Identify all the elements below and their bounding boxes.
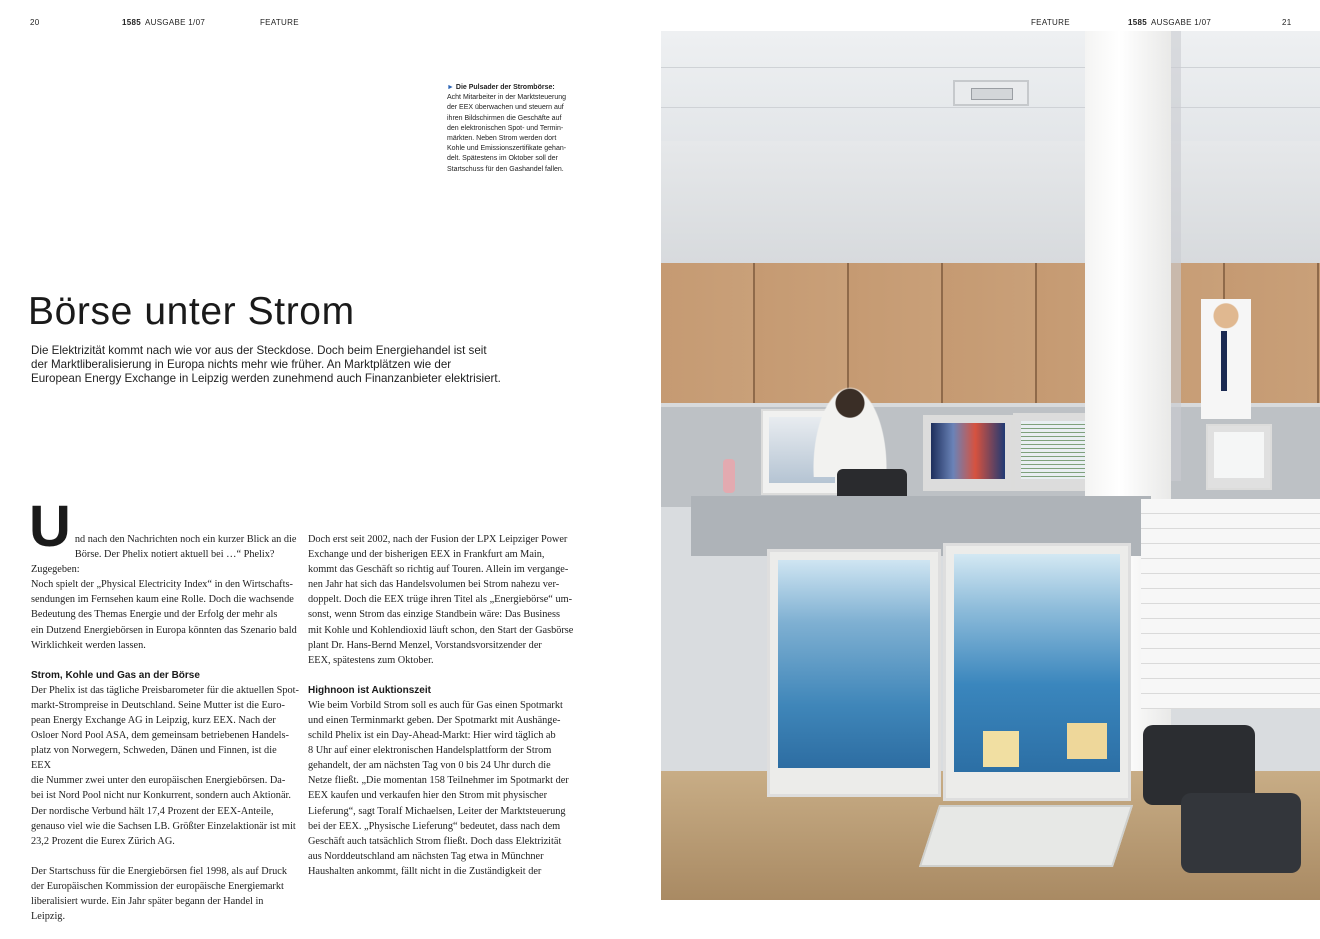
paragraph-line: doppelt. Doch die EEX trüge ihren Titel als „Energiebörse“ um- bbox=[308, 594, 573, 606]
paragraph-line: sendungen im Fernsehen kaum eine Rolle. Doch die wachsende bbox=[31, 594, 294, 606]
paragraph-line: sonst, wenn Strom das einzige Standbein wäre: Das Business bbox=[308, 609, 560, 621]
paragraph-line: EEX, spätestens zum Oktober. bbox=[308, 654, 434, 666]
body-column-2 bbox=[308, 532, 576, 894]
photo-ceiling-vent bbox=[953, 80, 1029, 106]
photo-monitor bbox=[923, 415, 1013, 491]
paragraph-line: nen Jahr hat sich das Handelsvolumen bei Strom nahezu ver- bbox=[308, 579, 560, 591]
paragraph-line: genauso viel wie die Sachsen LB. Größter Einzelaktionär ist mit bbox=[31, 820, 296, 832]
photo-standing-trader bbox=[1191, 299, 1261, 419]
paragraph-line: Exchange und der bisherigen EEX in Frankfurt am Main, bbox=[308, 549, 545, 561]
photo-monitor-screen bbox=[931, 423, 1005, 479]
body-paragraph bbox=[31, 683, 299, 849]
photo-foreground-monitor bbox=[767, 549, 941, 797]
issue-label: AUSGABE 1/07 bbox=[145, 18, 206, 27]
paragraph-line: die Nummer zwei unter den europäischen Energiebörsen. Da- bbox=[31, 775, 286, 787]
photo-monitor-screen bbox=[1214, 432, 1264, 478]
publication-issue-right bbox=[1128, 18, 1211, 27]
paragraph-line: mit Kohle und Kohlendioxid läuft schon, den Start der Gasbörse bbox=[308, 624, 574, 636]
publication-name: 1585 bbox=[122, 18, 141, 27]
paragraph-line: bei ist Nord Pool nicht nur Konkurrent, sondern auch Aktionär. bbox=[31, 790, 291, 802]
lead-line: Die Elektrizität kommt nach wie vor aus der Steckdose. Doch beim Energiehandel ist seit bbox=[31, 344, 487, 357]
publication-name: 1585 bbox=[1128, 18, 1147, 27]
caption-arrow-icon: ► bbox=[447, 84, 454, 91]
article-lead bbox=[31, 344, 501, 386]
caption-line: Acht Mitarbeiter in der Marktsteuerung bbox=[447, 94, 567, 102]
paragraph-line: pean Energy Exchange AG in Leipzig, kurz EEX. Nach der bbox=[31, 714, 276, 726]
paragraph-line: nd nach den Nachrichten noch ein kurzer Blick an die bbox=[74, 534, 297, 545]
issue-label: AUSGABE 1/07 bbox=[1151, 18, 1212, 27]
paragraph-line: und einen Terminmarkt geben. Der Spotmarkt mit Aushänge- bbox=[308, 714, 561, 726]
photo-ceiling-seam bbox=[661, 107, 1320, 108]
paragraph-line: markt-Strompreise in Deutschland. Seine Mutter ist die Euro- bbox=[31, 699, 285, 711]
paragraph-line: Geschäft auch tatsächlich Strom fließt. Doch dass Elektrizität bbox=[308, 835, 562, 847]
photo-foreground-monitor bbox=[943, 543, 1131, 801]
trading-floor-photo bbox=[661, 31, 1320, 900]
paragraph-line: Wirklichkeit werden lassen. bbox=[31, 639, 146, 651]
paragraph-line: Doch erst seit 2002, nach der Fusion der LPX Leipziger Power bbox=[308, 534, 568, 545]
paragraph-line: aus Norddeutschland am nächsten Tag etwa in Münchner bbox=[308, 850, 544, 862]
photo-ceiling-seam bbox=[661, 67, 1320, 68]
paragraph-line: Wie beim Vorbild Strom soll es auch für Gas einen Spotmarkt bbox=[308, 699, 563, 711]
intro-paragraph bbox=[29, 494, 299, 653]
publication-issue-left bbox=[122, 18, 205, 27]
paragraph-line: Der Phelix ist das tägliche Preisbarometer für die aktuellen Spot- bbox=[31, 684, 299, 696]
body-column-1 bbox=[29, 494, 299, 939]
paragraph-line: Börse. Der Phelix notiert aktuell bei …“ Phelix? Zugegeben: bbox=[31, 549, 275, 576]
page-number-right: 21 bbox=[1282, 18, 1292, 27]
paragraph-line: schild Phelix ist ein Day-Ahead-Markt: Hier wird täglich ab bbox=[308, 730, 556, 742]
section-heading: Highnoon ist Auktionszeit bbox=[308, 684, 431, 696]
paragraph-line: ein Dutzend Energiebörsen in Europa könnten das Szenario bald bbox=[31, 624, 297, 636]
photo-monitor bbox=[1206, 424, 1272, 490]
section-label-left: FEATURE bbox=[260, 18, 299, 27]
section-heading: Strom, Kohle und Gas an der Börse bbox=[31, 669, 200, 681]
photo-keyboard bbox=[919, 805, 1133, 867]
body-paragraph bbox=[31, 864, 299, 924]
photo-pillar-shadow bbox=[1171, 31, 1181, 481]
paragraph-line: Netze fließt. „Die momentan 158 Teilnehmer im Spotmarkt der bbox=[308, 775, 569, 787]
photo-caption bbox=[447, 83, 577, 175]
paragraph-line: gehandelt, der am nächsten Tag von 0 bis 24 Uhr durch die bbox=[308, 760, 551, 772]
paragraph-line: platz von Norwegern, Schweden, Dänen und Finnen, ist die EEX bbox=[31, 745, 277, 772]
paragraph-line: Lieferung“, sagt Toralf Michaelsen, Leiter der Marktsteuerung bbox=[308, 805, 566, 817]
lead-line: European Energy Exchange in Leipzig werden zunehmend auch Finanzanbieter elektrisiert. bbox=[31, 372, 501, 385]
paragraph-line: liberalisiert wurde. Ein Jahr später begann der Handel in Leipzig. bbox=[31, 895, 264, 923]
paragraph-line: Bedeutung des Themas Energie und der Erfolg der mehr als bbox=[31, 609, 278, 621]
caption-line: Startschuss für den Gashandel fallen. bbox=[447, 165, 564, 173]
photo-pinned-papers bbox=[1141, 499, 1320, 709]
body-paragraph bbox=[308, 698, 576, 879]
paragraph-line: Haushalten ankommt, fällt nicht in die Zuständigkeit der bbox=[308, 865, 542, 877]
lead-line: der Marktliberalisierung in Europa nichts mehr wie früher. An Marktplätzen wie der bbox=[31, 358, 452, 371]
photo-sticky-note bbox=[1067, 723, 1107, 759]
caption-line: Kohle und Emissionszertifikate gehan- bbox=[447, 145, 567, 153]
caption-title: Die Pulsader der Strombörse: bbox=[455, 84, 555, 91]
paragraph-line: Osloer Nord Pool ASA, dem gemeinsam betriebenen Handels- bbox=[31, 730, 289, 742]
page-number-left: 20 bbox=[30, 18, 40, 27]
photo-monitor-screen bbox=[778, 560, 930, 768]
photo-wall bbox=[661, 141, 1320, 263]
paragraph-line: 8 Uhr auf einer elektronischen Handelsplattform der Strom bbox=[308, 745, 552, 757]
photo-bottle bbox=[723, 459, 735, 493]
photo-desk-phone bbox=[1181, 793, 1301, 873]
photo-sticky-note bbox=[983, 731, 1019, 767]
drop-cap: U bbox=[29, 494, 71, 559]
paragraph-line: EEX kaufen und verkaufen hier den Strom mit physischer bbox=[308, 790, 548, 802]
paragraph-line: kommt das Geschäft so richtig auf Touren. Allein im vergange- bbox=[308, 564, 569, 576]
paragraph-line: Noch spielt der „Physical Electricity Index“ in den Wirtschafts- bbox=[31, 579, 293, 591]
photo-seated-trader bbox=[813, 387, 887, 477]
paragraph-line: Der nordische Verbund hält 17,4 Prozent der EEX-Anteile, bbox=[31, 805, 274, 817]
paragraph-line: plant Dr. Hans-Bernd Menzel, Vorstandsvorsitzender der bbox=[308, 639, 542, 651]
paragraph-line: der Europäischen Kommission der europäische Energiemarkt bbox=[31, 880, 284, 892]
body-paragraph bbox=[308, 532, 576, 668]
caption-line: delt. Spätestens im Oktober soll der bbox=[447, 155, 558, 163]
article-title: Börse unter Strom bbox=[28, 290, 355, 333]
caption-line: ihren Bildschirmen die Geschäfte auf bbox=[447, 114, 562, 122]
caption-line: den elektronischen Spot- und Termin- bbox=[447, 124, 564, 132]
caption-line: märkten. Neben Strom werden dort bbox=[447, 135, 557, 143]
section-label-right: FEATURE bbox=[1031, 18, 1070, 27]
paragraph-line: Der Startschuss für die Energiebörsen fiel 1998, als auf Druck bbox=[31, 865, 288, 877]
photo-monitor-screen bbox=[1021, 421, 1095, 479]
paragraph-line: bei der EEX. „Physische Lieferung“ bedeutet, dass nach dem bbox=[308, 820, 561, 832]
caption-line: der EEX überwachen und steuern auf bbox=[447, 104, 564, 112]
paragraph-line: 23,2 Prozent die Eurex Zürich AG. bbox=[31, 835, 175, 847]
